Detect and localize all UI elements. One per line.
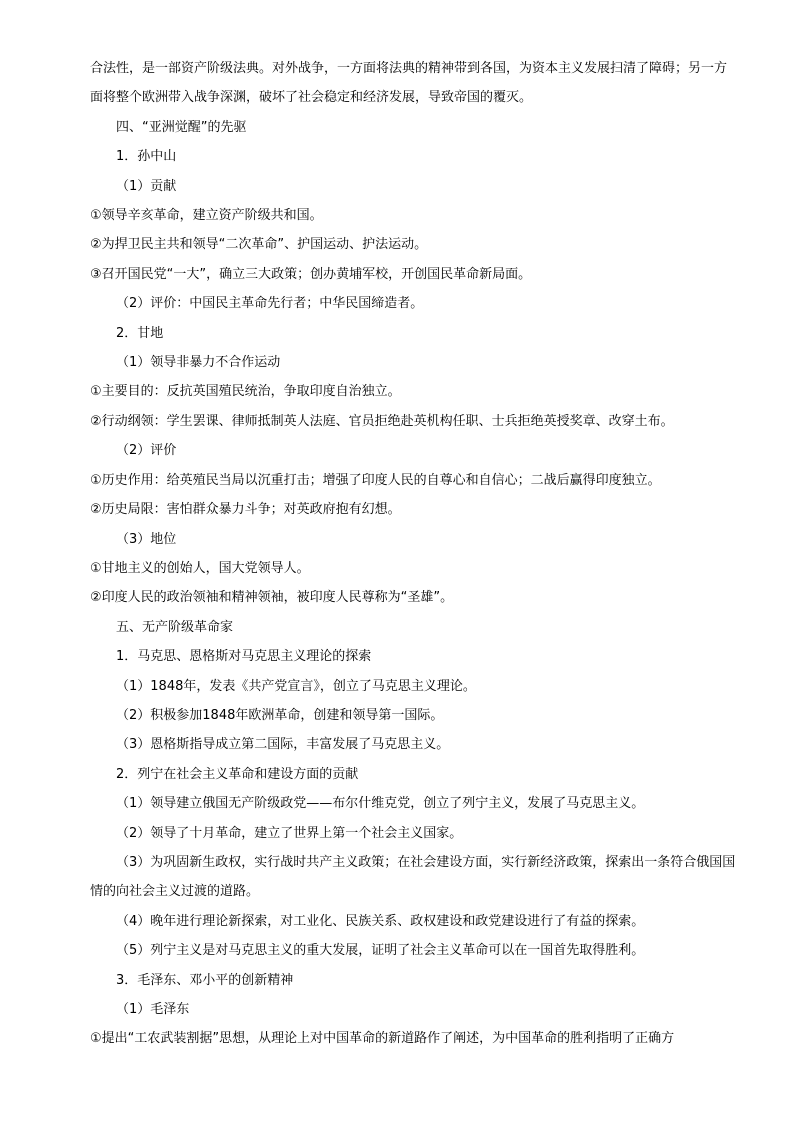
list-item: ①历史作用：给英殖民当局以沉重打击；增强了印度人民的自尊心和自信心；二战后赢得印度独立。 <box>90 472 661 488</box>
subheading-gandhi: 2．甘地 <box>116 325 164 341</box>
list-item: （1）领导建立俄国无产阶级政党——布尔什维克党，创立了列宁主义，发展了马克思主义。 <box>116 796 645 812</box>
section-heading-proletarian: 五、无产阶级革命家 <box>116 619 234 635</box>
list-item: （5）列宁主义是对马克思主义的重大发展，证明了社会主义革命可以在一国首先取得胜利。 <box>116 943 645 959</box>
list-item: ②行动纲领：学生罢课、律师抵制英人法庭、官员拒绝赴英机构任职、士兵拒绝英授奖章、改穿土布。 <box>90 413 674 429</box>
list-item: （2）领导了十月革命，建立了世界上第一个社会主义国家。 <box>116 825 463 841</box>
list-item: ①主要目的：反抗英国殖民统治，争取印度自治独立。 <box>90 384 401 400</box>
subheading-evaluation: （2）评价 <box>116 443 177 459</box>
subheading-mao: （1）毛泽东 <box>116 1002 190 1017</box>
section-heading-asia-awakening: 四、“亚洲觉醒”的先驱 <box>116 119 247 135</box>
list-item: ①提出“工农武装割据”思想，从理论上对中国革命的新道路作了阐述，为中国革命的胜利指明了正确方 <box>90 1031 675 1047</box>
list-item: （3）为巩固新生政权，实行战时共产主义政策；在社会建设方面，实行新经济政策，探索出一条符合俄国国情的向社会主义过渡的道路。 <box>90 854 736 900</box>
subheading-lenin: 2．列宁在社会主义革命和建设方面的贡献 <box>116 766 359 782</box>
list-item: （3）恩格斯指导成立第二国际，丰富发展了马克思主义。 <box>116 737 450 753</box>
list-item: ②印度人民的政治领袖和精神领袖，被印度人民尊称为“圣雄”。 <box>90 590 454 606</box>
list-item: ①甘地主义的创始人，国大党领导人。 <box>90 560 310 576</box>
list-item: ①领导辛亥革命，建立资产阶级共和国。 <box>90 208 323 224</box>
list-item: （2）积极参加1848年欧洲革命，创建和领导第一国际。 <box>116 707 444 723</box>
list-item: （4）晚年进行理论新探索，对工业化、民族关系、政权建设和政党建设进行了有益的探索。 <box>116 913 645 929</box>
document-body <box>90 54 736 1054</box>
subheading-marx-engels: 1．马克思、恩格斯对马克思主义理论的探索 <box>116 649 372 665</box>
subheading-status: （3）地位 <box>116 531 177 547</box>
subheading-evaluation: （2）评价：中国民主革命先行者；中华民国缔造者。 <box>116 296 424 312</box>
subheading-sun-yat-sen: 1．孙中山 <box>116 149 177 165</box>
list-item: ③召开国民党“一大”，确立三大政策；创办黄埔军校，开创国民革命新局面。 <box>90 266 532 282</box>
subheading-mao-deng: 3．毛泽东、邓小平的创新精神 <box>116 972 294 988</box>
subheading-contribution: （1）贡献 <box>116 178 177 194</box>
list-item: ②历史局限：害怕群众暴力斗争；对英政府抱有幻想。 <box>90 502 401 518</box>
list-item: ②为捍卫民主共和领导“二次革命”、护国运动、护法运动。 <box>90 237 428 253</box>
list-item: （1）1848年，发表《共产党宣言》，创立了马克思主义理论。 <box>116 678 476 694</box>
paragraph-continuation: 合法性，是一部资产阶级法典。对外战争，一方面将法典的精神带到各国，为资本主义发展扫清了障碍；另一方面将整个欧洲带入战争深渊，破坏了社会稳定和经济发展，导致帝国的覆灭。 <box>90 61 728 106</box>
subheading-non-cooperation: （1）领导非暴力不合作运动 <box>116 355 281 371</box>
